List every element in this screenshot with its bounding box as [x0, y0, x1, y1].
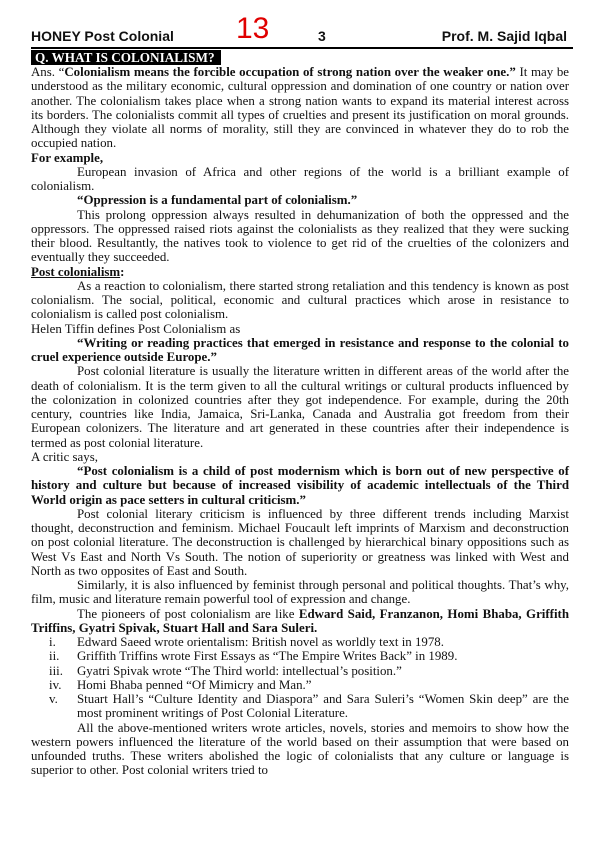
list-item-number: iv. — [49, 677, 62, 692]
list-item-number: iii. — [49, 663, 63, 678]
pioneers-lead: The pioneers of post colonialism are like — [77, 606, 299, 621]
list-item — [31, 692, 569, 721]
page-header — [31, 12, 573, 49]
list-item-number: v. — [49, 692, 58, 706]
question-heading: Q. WHAT IS COLONIALISM? — [31, 50, 221, 65]
post-colonialism-colon: : — [120, 264, 125, 279]
post-colonialism-heading: Post colonialism — [31, 264, 121, 279]
reaction-paragraph: As a reaction to colonialism, there started strong retaliation and this tendency is known as post colonialism. The social, political, economic and cultural practices which arose in resistance to colonialism is called post colonialism. — [31, 278, 569, 322]
document-body — [31, 50, 569, 778]
critic-line: A critic says, — [31, 449, 98, 464]
list-item-number: ii. — [49, 649, 60, 664]
header-author: Prof. M. Sajid Iqbal — [441, 28, 567, 44]
list-item-number: i. — [49, 635, 56, 649]
criticism-paragraph: Post colonial literary criticism is influenced by three different trends including Marxist thought, deconstruction and feminism. Michael Foucault left imprints of Marxism and deconstruction on post colonial literature. The deconstruction is challenged by hierarchical binary oppositions such as West Vs East and North Vs South. The notion of superiority or greatness was linked with West and North as two opposites of East and South. — [31, 506, 569, 578]
definition-bold: Colonialism means the forcible occupation of strong nation over the weaker one.” — [64, 65, 516, 79]
post-colonialism-heading-line — [31, 265, 569, 279]
header-book-title: HONEY Post Colonial — [31, 28, 174, 44]
header-red-number: 13 — [236, 12, 270, 45]
header-page-number: 3 — [318, 28, 326, 44]
literature-paragraph: Post colonial literature is usually the literature written in different areas of the world after the death of colonialism. It is the term given to all the cultural writings or cultural products influenced by the colonization in colonized countries after they got independence. For example, during the 20th century, countries like India, Jamaica, Sri-Lanka, Canada and Australia got freedom from their European colonizers. The literature and art generated in these countries after their independence is termed as post colonial literature. — [31, 364, 569, 450]
helen-tiffin-line: Helen Tiffin defines Post Colonialism as — [31, 321, 241, 336]
oppression-quote: “Oppression is a fundamental part of colonialism.” — [77, 193, 358, 208]
answer-lead: Ans. “ — [31, 65, 65, 79]
list-item-text: Stuart Hall’s “Culture Identity and Diaspora” and Sara Suleri’s “Women Skin deep” are the most prominent writings of Post Colonial Literature. — [77, 692, 569, 721]
for-example-heading: For example, — [31, 150, 104, 165]
list-item-text: Gyatri Spivak wrote “The Third world: intellectual’s position.” — [77, 663, 402, 678]
question-line — [31, 50, 569, 65]
list-item-text: Griffith Triffins wrote First Essays as “The Empire Writes Back” in 1989. — [77, 649, 458, 664]
tiffin-quote: “Writing or reading practices that emerged in resistance and response to the colonial to cruel experience outside Europe.” — [31, 335, 569, 364]
feminism-paragraph: Similarly, it is also influenced by feminist through personal and political thoughts. That’s why, film, music and literature remain powerful tool of expression and change. — [31, 578, 569, 607]
pioneers-paragraph — [31, 607, 569, 636]
example-paragraph: European invasion of Africa and other regions of the world is a brilliant example of colonialism. — [31, 164, 569, 193]
list-item — [31, 678, 569, 692]
list-item — [31, 635, 569, 649]
oppression-paragraph: This prolong oppression always resulted in dehumanization of both the oppressed and the oppressors. The oppressed raised riots against the colonialists as they realized that they were sucking their blood. Resultantly, the natives took to violence to get rid of the cruelties of the colonizers and eventually they succeeded. — [31, 207, 569, 265]
list-item-text: Edward Saeed wrote orientalism: British novel as worldly text in 1978. — [77, 635, 444, 649]
list-item — [31, 664, 569, 678]
critic-quote: “Post colonialism is a child of post modernism which is born out of new perspective of history and culture but because of increased visibility of academic intellectuals of the Third World origin as pace setters in cultural criticism.” — [31, 464, 569, 507]
answer-rest: It may be understood as the military economic, cultural oppression and domination of one country or nation over another. The colonialism takes place when a strong nation wants to expand its material interest across its borders. The colonialists commit all types of cruelties and present its justification on moral grounds. Although they violate all norms of morality, still they are convinced in whatever they do to rob the occupied nation. — [31, 65, 569, 151]
writings-list — [31, 635, 569, 721]
closing-paragraph: All the above-mentioned writers wrote articles, novels, stories and memoirs to show how the western powers influenced the literature of the world based on their assumption that were based on unfounded truths. These writers abolished the logic of colonialists that any culture or language is superior to other. Post colonial writers tried to — [31, 720, 569, 778]
pioneers-names: Edward Said, Franzanon, Homi Bhaba, Griffith Triffins, Gyatri Spivak, Stuart Hall and Sara Suleri. — [31, 606, 569, 635]
list-item — [31, 649, 569, 663]
list-item-text: Homi Bhaba penned “Of Mimicry and Man.” — [77, 677, 312, 692]
answer-paragraph — [31, 65, 569, 151]
